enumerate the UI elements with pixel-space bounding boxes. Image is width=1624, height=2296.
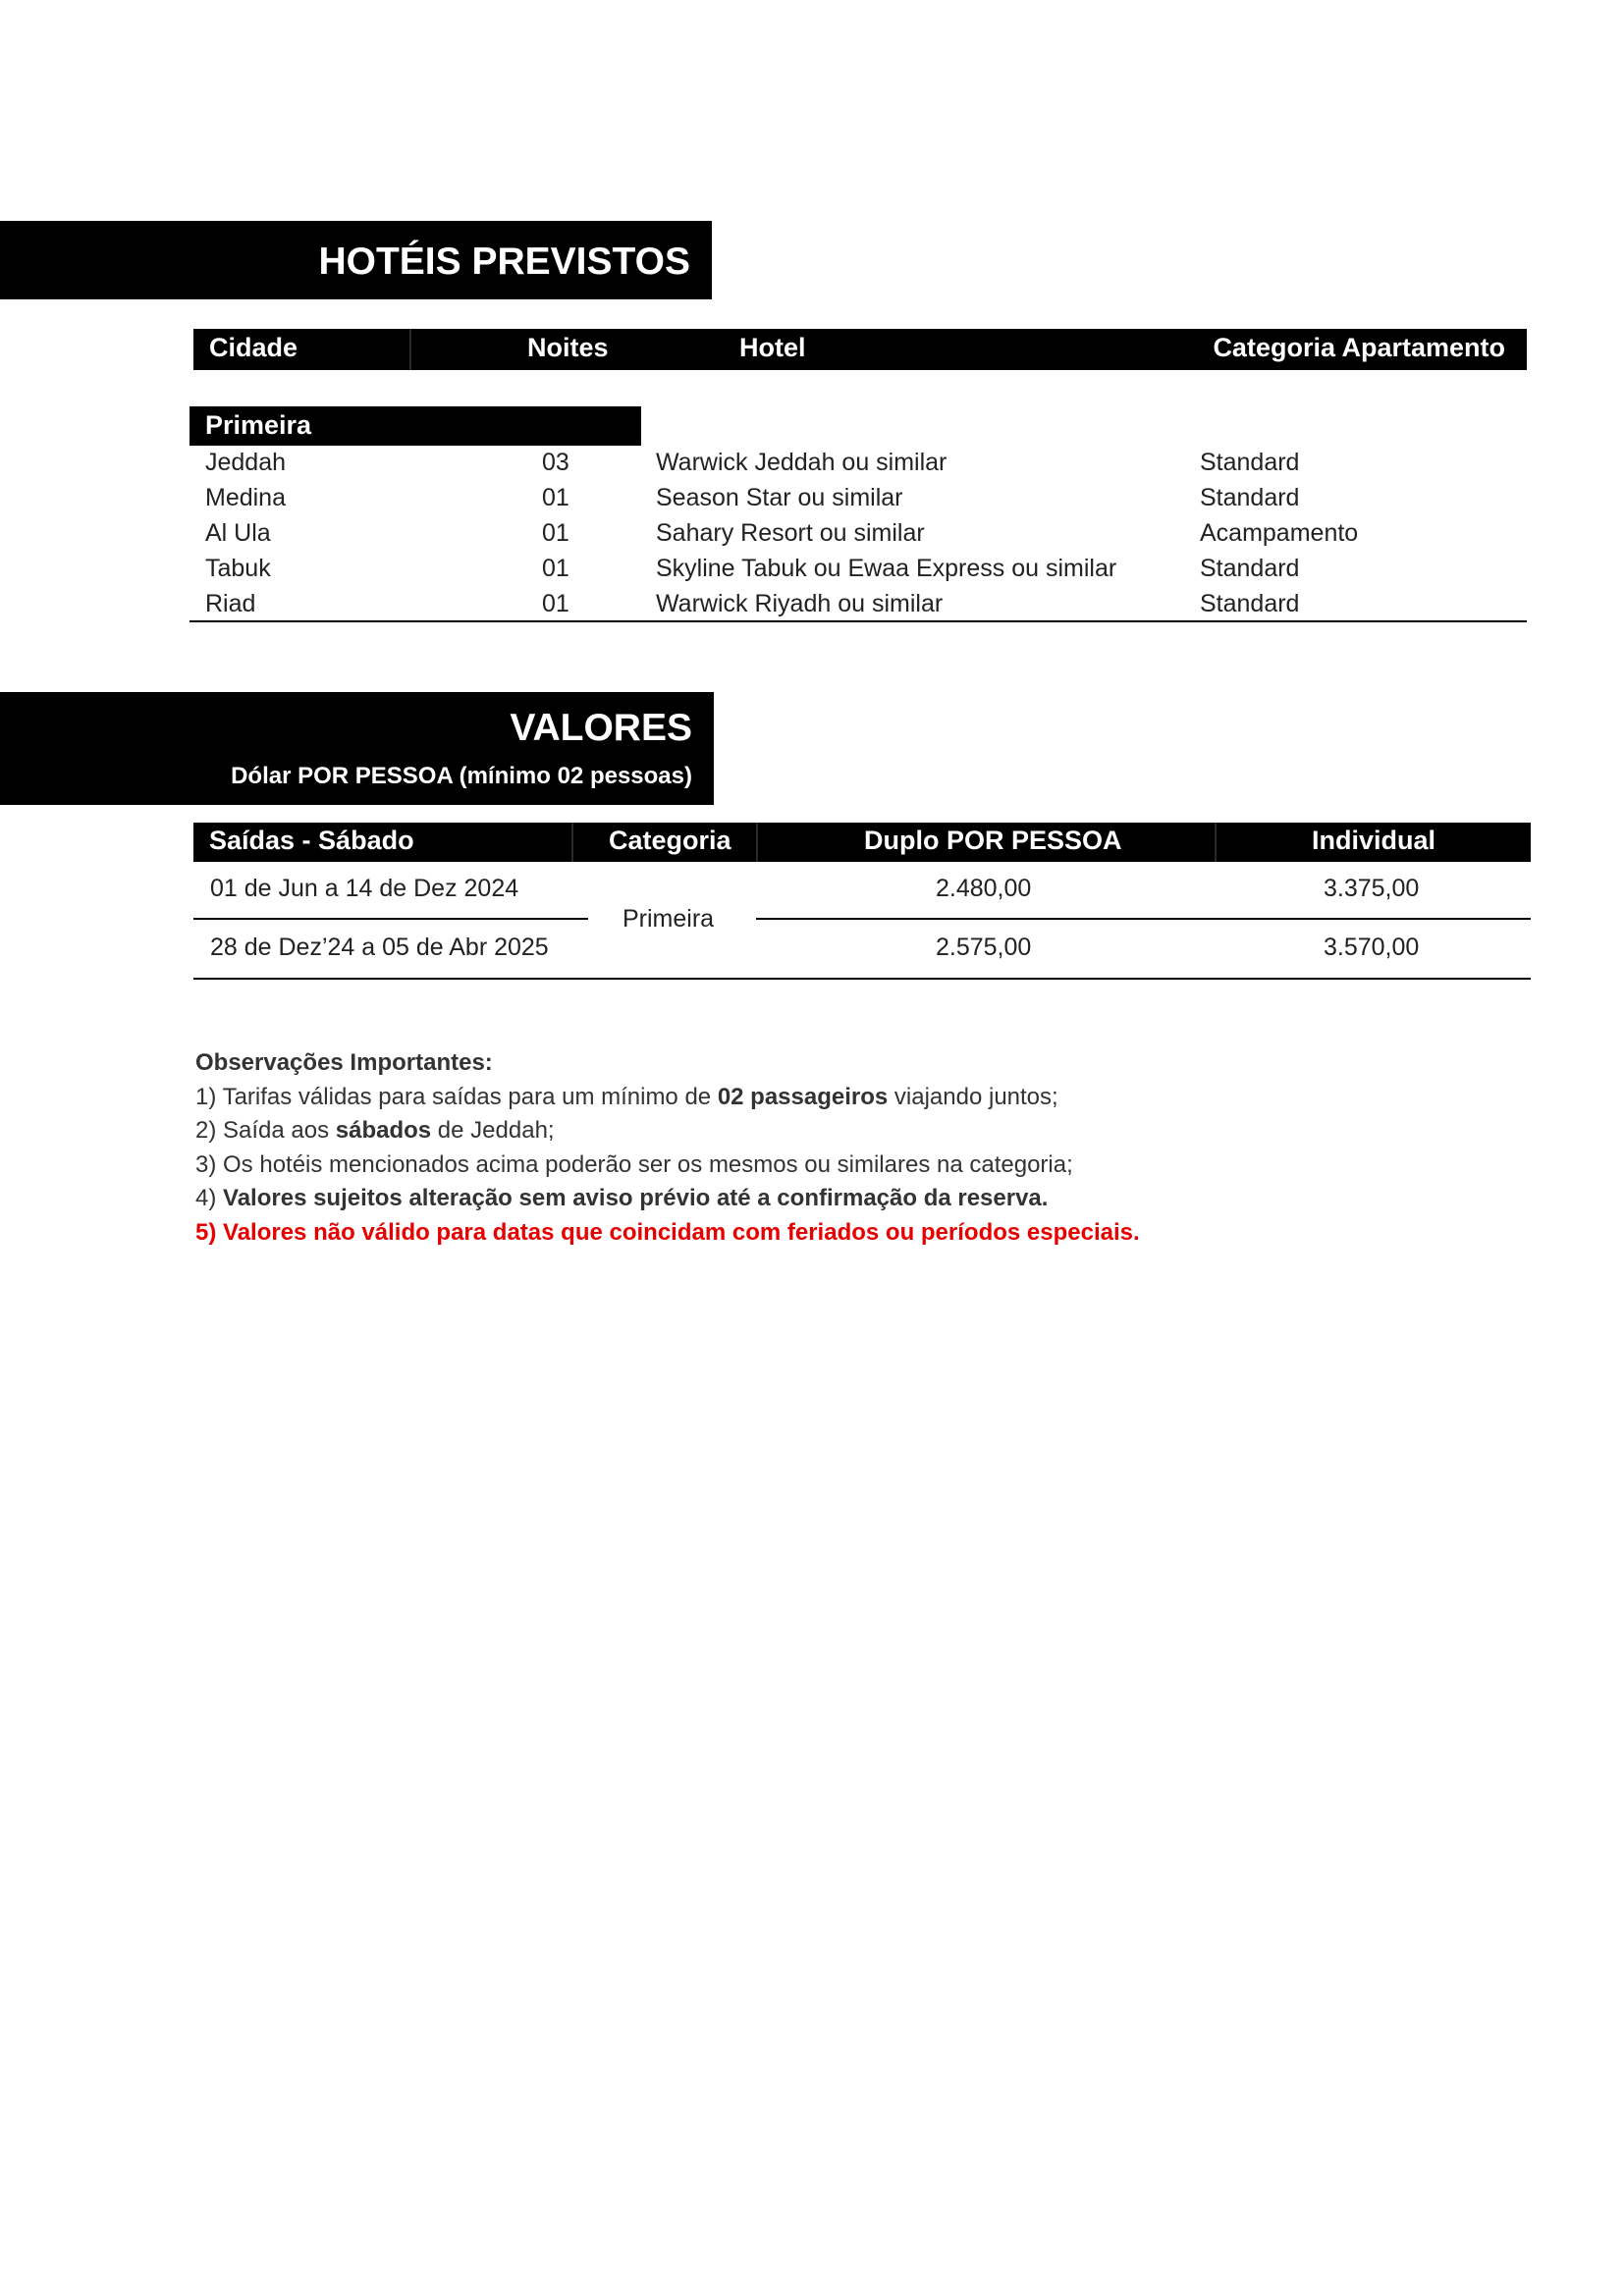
header-category: Categoria Apartamento	[1213, 333, 1505, 362]
note-4-bold: Valores sujeitos alteração sem aviso prévio até a confirmação da reserva.	[223, 1185, 1049, 1211]
category-cell: Standard	[1200, 555, 1300, 582]
hotel-cell: Skyline Tabuk ou Ewaa Express ou similar	[656, 555, 1117, 582]
note-1-text: 1) Tarifas válidas para saídas para um mínimo de	[195, 1083, 718, 1110]
values-bottom-rule	[193, 978, 1531, 980]
hotels-bottom-rule	[189, 620, 1527, 622]
period-cell: 01 de Jun a 14 de Dez 2024	[210, 875, 519, 902]
city-cell: Tabuk	[205, 555, 271, 582]
category-cell: Standard	[1200, 590, 1300, 617]
hotels-banner	[0, 221, 712, 299]
double-price-cell: 2.575,00	[936, 934, 1032, 961]
hotel-group-label-text: Primeira	[205, 410, 312, 440]
hotel-cell: Sahary Resort ou similar	[656, 519, 925, 547]
note-1-text-end: viajando juntos;	[888, 1083, 1058, 1110]
note-3: 3) Os hotéis mencionados acima poderão ser os mesmos ou similares na categoria;	[195, 1150, 1073, 1178]
header-single: Individual	[1312, 826, 1436, 855]
note-2-bold: sábados	[335, 1117, 432, 1144]
note-4-text: 4)	[195, 1185, 224, 1211]
hotel-cell: Season Star ou similar	[656, 484, 903, 511]
header-value-category: Categoria	[609, 826, 731, 855]
category-cell: Acampamento	[1200, 519, 1359, 547]
values-row-rule-right	[756, 918, 1531, 920]
hotels-title: HOTÉIS PREVISTOS	[318, 240, 690, 283]
note-1	[195, 1081, 1140, 1115]
values-header-row	[193, 823, 1531, 862]
single-price-cell: 3.570,00	[1324, 934, 1420, 961]
city-cell: Riad	[205, 590, 256, 617]
category-cell: Standard	[1200, 484, 1300, 511]
category-cell: Standard	[1200, 449, 1300, 476]
notes-heading: Observações Importantes:	[195, 1049, 493, 1076]
hotel-cell: Warwick Jeddah ou similar	[656, 449, 947, 476]
nights-cell: 03	[542, 449, 569, 476]
header-departures: Saídas - Sábado	[209, 826, 414, 855]
nights-cell: 01	[542, 484, 569, 511]
city-cell: Al Ula	[205, 519, 271, 547]
header-city: Cidade	[209, 333, 298, 362]
city-cell: Jeddah	[205, 449, 287, 476]
hotel-group-label	[189, 406, 641, 446]
header-nights: Noites	[527, 333, 609, 362]
hotel-cell: Warwick Riyadh ou similar	[656, 590, 944, 617]
note-2	[195, 1114, 1140, 1148]
note-5-warning: 5) Valores não válido para datas que coincidam com feriados ou períodos especiais.	[195, 1218, 1140, 1246]
period-cell: 28 de Dez’24 a 05 de Abr 2025	[210, 934, 549, 961]
values-row-rule-left	[193, 918, 588, 920]
values-subtitle: Dólar POR PESSOA (mínimo 02 pessoas)	[231, 763, 692, 789]
important-notes	[195, 1046, 1140, 1250]
single-price-cell: 3.375,00	[1324, 875, 1420, 902]
nights-cell: 01	[542, 590, 569, 617]
note-4	[195, 1182, 1140, 1216]
double-price-cell: 2.480,00	[936, 875, 1032, 902]
nights-cell: 01	[542, 555, 569, 582]
note-2-text-end: de Jeddah;	[431, 1117, 555, 1144]
note-1-bold: 02 passageiros	[717, 1083, 889, 1110]
header-hotel: Hotel	[739, 333, 806, 362]
values-title: VALORES	[510, 707, 692, 749]
note-2-text: 2) Saída aos	[195, 1117, 336, 1144]
values-banner	[0, 692, 714, 805]
city-cell: Medina	[205, 484, 286, 511]
value-category-cell: Primeira	[623, 905, 715, 933]
nights-cell: 01	[542, 519, 569, 547]
hotels-header-row	[193, 329, 1527, 370]
header-double: Duplo POR PESSOA	[864, 826, 1122, 855]
